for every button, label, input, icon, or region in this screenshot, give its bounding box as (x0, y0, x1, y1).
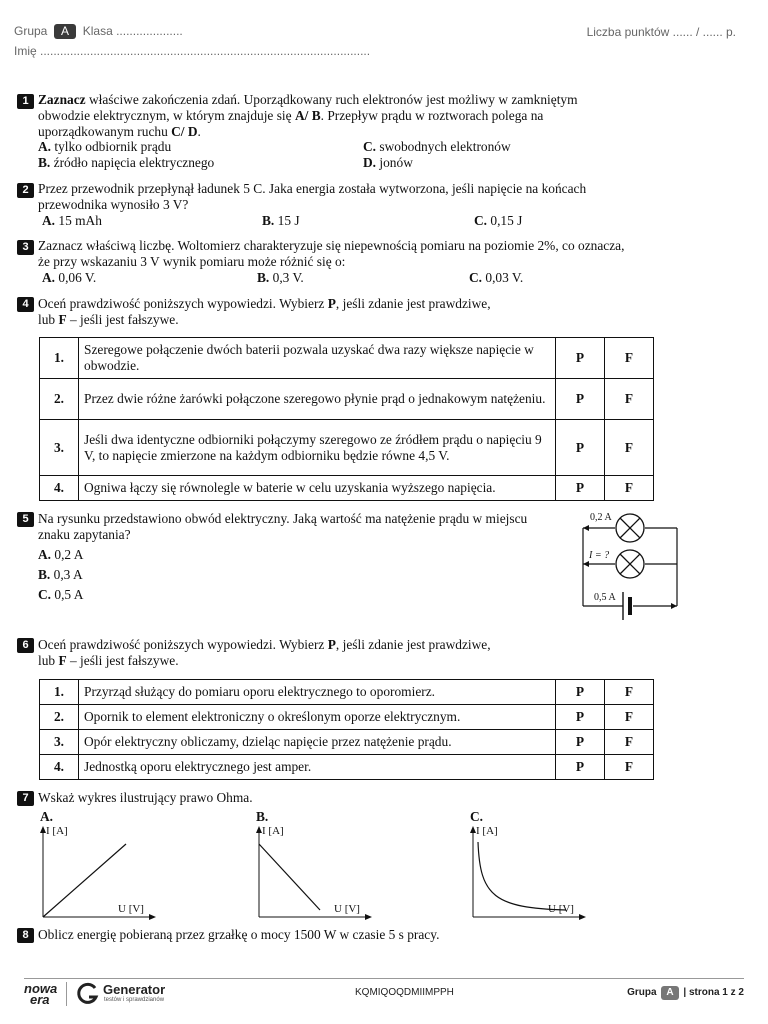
table-row: 4. Jednostką oporu elektrycznego jest amper. P F (40, 755, 654, 780)
graph-c-ylabel: I [A] (476, 825, 498, 837)
nowa-era-logo: nowa era (24, 981, 58, 1007)
q2-option-b[interactable]: B. 15 J (262, 213, 300, 228)
current-label-unknown: I = ? (589, 550, 610, 561)
true-option[interactable]: P (556, 705, 605, 730)
false-option[interactable]: F (605, 379, 654, 420)
table-row: 1. Przyrząd służący do pomiaru oporu elektrycznego to oporomierz. P F (40, 680, 654, 705)
graph-a-xlabel: U [V] (118, 903, 144, 915)
false-option[interactable]: F (605, 338, 654, 379)
graph-c-xlabel: U [V] (548, 903, 574, 915)
circuit-diagram (575, 508, 685, 633)
q1-option-b[interactable]: B. źródło napięcia elektrycznego (38, 155, 215, 170)
graph-a[interactable] (36, 826, 156, 922)
group-label: Grupa (14, 24, 48, 38)
class-label: Klasa .................... (82, 24, 183, 38)
question-1-text: Zaznacz właściwe zakończenia zdań. Uporządkowany ruch elektronów jest możliwy w zamkniętym obwodzie elektrycznym, w którym znajduje się A/ B. Przepływ prądu w roztworach polega na uporządkowanym ruchu C/ D. (38, 92, 578, 139)
question-number-4: 4 (17, 297, 34, 312)
generator-subtitle: testów i sprawdzianów (104, 997, 165, 1003)
question-number-1: 1 (17, 94, 34, 109)
false-option[interactable]: F (605, 680, 654, 705)
false-option[interactable]: F (605, 755, 654, 780)
page-indicator: Grupa A | strona 1 z 2 (627, 987, 744, 998)
q2-option-c[interactable]: C. 0,15 J (474, 213, 523, 228)
table-row: 2. Opornik to element elektroniczny o określonym oporze elektrycznym. P F (40, 705, 654, 730)
table-row: 4. Ogniwa łączy się równolegle w baterie w celu uzyskania wyższego napięcia. P F (40, 476, 654, 501)
true-option[interactable]: P (556, 755, 605, 780)
q2-option-a[interactable]: A. 15 mAh (42, 213, 102, 228)
q3-option-c[interactable]: C. 0,03 V. (469, 270, 524, 285)
question-3-text: Zaznacz właściwą liczbę. Woltomierz charakteryzuje się niepewnością pomiaru na poziomie 2%, co oznacza, że przy wskazaniu 3 V wynik pomiaru może różnić się o: (38, 238, 625, 269)
true-option[interactable]: P (556, 476, 605, 501)
table-row: 3. Jeśli dwa identyczne odbiorniki połączymy szeregowo ze źródłem prądu o napięciu 9 V, to napięcie zmierzone na każdym odbiorniku będzie równe 4,5 V. P F (40, 420, 654, 476)
generator-logo-icon (76, 982, 100, 1006)
bulb-icon (616, 514, 644, 542)
current-label-top: 0,2 A (590, 512, 612, 523)
points-label: Liczba punktów ...... / ...... p. (586, 25, 736, 39)
arrow-icon (671, 603, 677, 609)
graph-a-key[interactable]: A. (40, 809, 54, 824)
question-number-8: 8 (17, 928, 34, 943)
question-number-7: 7 (17, 791, 34, 806)
question-number-5: 5 (17, 512, 34, 527)
false-option[interactable]: F (605, 476, 654, 501)
group-badge: A (54, 24, 76, 39)
graph-c-key[interactable]: C. (470, 809, 484, 824)
q4-table (39, 337, 654, 501)
false-option[interactable]: F (605, 705, 654, 730)
question-7-text: Wskaż wykres ilustrujący prawo Ohma. (38, 790, 253, 805)
true-option[interactable]: P (556, 680, 605, 705)
question-4-text: Oceń prawdziwość poniższych wypowiedzi. Wybierz P, jeśli zdanie jest prawdziwe, lub F – jeśli jest fałszywe. (38, 296, 491, 327)
bulb-icon (616, 550, 644, 578)
current-label-bottom: 0,5 A (594, 592, 616, 603)
q1-option-d[interactable]: D. jonów (363, 155, 413, 170)
false-option[interactable]: F (605, 420, 654, 476)
graph-b-ylabel: I [A] (262, 825, 284, 837)
document-code: KQMIQOQDMIIMPPH (355, 987, 454, 998)
q1-option-c[interactable]: C. swobodnych elektronów (363, 139, 511, 154)
q5-option-a[interactable]: A. 0,2 A (38, 547, 84, 562)
arrow-icon (583, 561, 589, 567)
question-number-6: 6 (17, 638, 34, 653)
q5-option-b[interactable]: B. 0,3 A (38, 567, 83, 582)
q3-option-a[interactable]: A. 0,06 V. (42, 270, 97, 285)
q1-option-a[interactable]: A. tylko odbiornik prądu (38, 139, 172, 154)
false-option[interactable]: F (605, 730, 654, 755)
true-option[interactable]: P (556, 379, 605, 420)
graph-c[interactable] (466, 826, 586, 922)
arrow-icon (583, 525, 589, 531)
q3-option-b[interactable]: B. 0,3 V. (257, 270, 304, 285)
table-row: 3. Opór elektryczny obliczamy, dzieląc napięcie przez natężenie prądu. P F (40, 730, 654, 755)
graph-a-ylabel: I [A] (46, 825, 68, 837)
question-6-text: Oceń prawdziwość poniższych wypowiedzi. Wybierz P, jeśli zdanie jest prawdziwe, lub F – jeśli jest fałszywe. (38, 637, 491, 668)
graph-b[interactable] (252, 826, 372, 922)
graph-b-key[interactable]: B. (256, 809, 269, 824)
q5-option-c[interactable]: C. 0,5 A (38, 587, 84, 602)
true-option[interactable]: P (556, 420, 605, 476)
battery-icon (623, 592, 630, 620)
question-8-text: Oblicz energię pobieraną przez grzałkę o mocy 1500 W w czasie 5 s pracy. (38, 927, 440, 942)
q6-table (39, 679, 654, 780)
footer-group-badge: A (661, 986, 678, 1000)
footer-divider (24, 978, 744, 979)
generator-title: Generator (103, 982, 166, 997)
question-2-text: Przez przewodnik przepłynął ładunek 5 C. Jaka energia została wytworzona, jeśli napięcie na końcach przewodnika wynosiło 3 V? (38, 181, 587, 212)
table-row: 2. Przez dwie różne żarówki połączone szeregowo płynie prąd o jednakowym natężeniu. P F (40, 379, 654, 420)
footer-separator (66, 982, 67, 1006)
name-label: Imię ................................................................................................... (14, 44, 371, 58)
header (14, 24, 183, 39)
question-number-3: 3 (17, 240, 34, 255)
table-row: 1. Szeregowe połączenie dwóch baterii pozwala uzyskać dwa razy większe napięcie w obwodzie. P F (40, 338, 654, 379)
true-option[interactable]: P (556, 338, 605, 379)
graph-b-xlabel: U [V] (334, 903, 360, 915)
true-option[interactable]: P (556, 730, 605, 755)
question-5-text: Na rysunku przedstawiono obwód elektryczny. Jaką wartość ma natężenie prądu w miejscu znaku zapytania? (38, 511, 528, 542)
question-number-2: 2 (17, 183, 34, 198)
